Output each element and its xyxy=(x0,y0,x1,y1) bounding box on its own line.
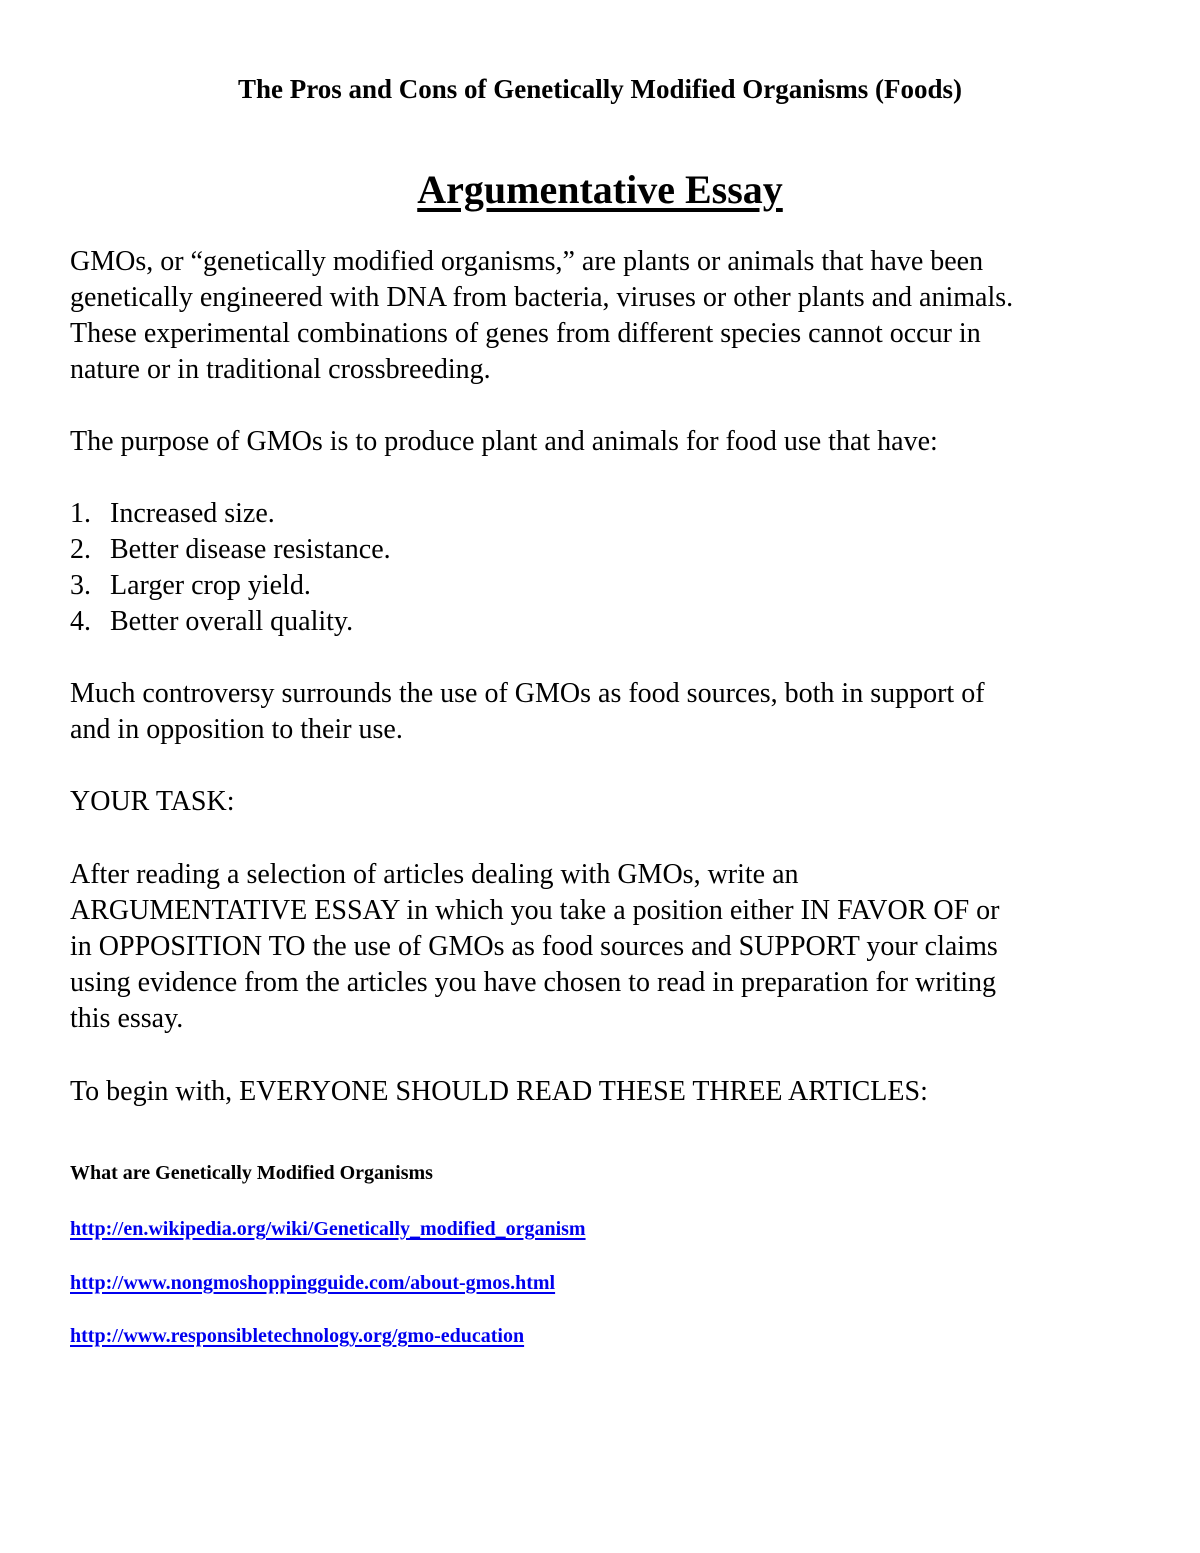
controversy-line: Much controversy surrounds the use of GMOs as food sources, both in support of xyxy=(70,678,985,709)
list-item xyxy=(70,604,391,640)
list-item-number: 3. xyxy=(70,570,91,601)
task-line: in OPPOSITION TO the use of GMOs as food sources and SUPPORT your claims xyxy=(70,931,998,962)
list-item xyxy=(70,496,391,532)
list-item-number: 1. xyxy=(70,498,91,529)
task-line: After reading a selection of articles dealing with GMOs, write an xyxy=(70,859,799,890)
intro-line: These experimental combinations of genes from different species cannot occur in xyxy=(70,318,981,349)
task-line: using evidence from the articles you have chosen to read in preparation for writing xyxy=(70,967,997,998)
task-line: ARGUMENTATIVE ESSAY in which you take a position either IN FAVOR OF or xyxy=(70,895,1000,926)
list-item xyxy=(70,568,391,604)
list-item-text: Better disease resistance. xyxy=(110,534,391,565)
document-header-title: The Pros and Cons of Genetically Modified Organisms (Foods) xyxy=(237,74,963,104)
purpose-list xyxy=(70,496,391,640)
controversy-line: and in opposition to their use. xyxy=(70,714,403,745)
list-item-number: 4. xyxy=(70,606,91,637)
task-line: this essay. xyxy=(70,1003,184,1034)
begin-paragraph: To begin with, EVERYONE SHOULD READ THESE THREE ARTICLES: xyxy=(70,1076,928,1107)
task-paragraph xyxy=(70,857,1130,1037)
task-heading: YOUR TASK: xyxy=(70,786,235,817)
link-wikipedia-gmo[interactable]: http://en.wikipedia.org/wiki/Genetically_modified_organism xyxy=(70,1218,586,1240)
section-label: What are Genetically Modified Organisms xyxy=(70,1162,433,1184)
document-main-title: Argumentative Essay xyxy=(417,167,783,212)
link-responsible-technology[interactable]: http://www.responsibletechnology.org/gmo-education xyxy=(70,1325,525,1347)
list-item-text: Increased size. xyxy=(110,498,275,529)
link-nongmo-shopping-guide[interactable]: http://www.nongmoshoppingguide.com/about-gmos.html xyxy=(70,1272,556,1294)
list-item-text: Better overall quality. xyxy=(110,606,354,637)
intro-line: GMOs, or “genetically modified organisms,” are plants or animals that have been xyxy=(70,246,984,277)
intro-paragraph xyxy=(70,244,1130,388)
intro-line: nature or in traditional crossbreeding. xyxy=(70,354,491,385)
list-item xyxy=(70,532,391,568)
list-item-text: Larger crop yield. xyxy=(110,570,311,601)
purpose-paragraph: The purpose of GMOs is to produce plant and animals for food use that have: xyxy=(70,426,938,457)
list-item-number: 2. xyxy=(70,534,91,565)
intro-line: genetically engineered with DNA from bacteria, viruses or other plants and animals. xyxy=(70,282,1014,313)
controversy-paragraph xyxy=(70,676,1130,748)
